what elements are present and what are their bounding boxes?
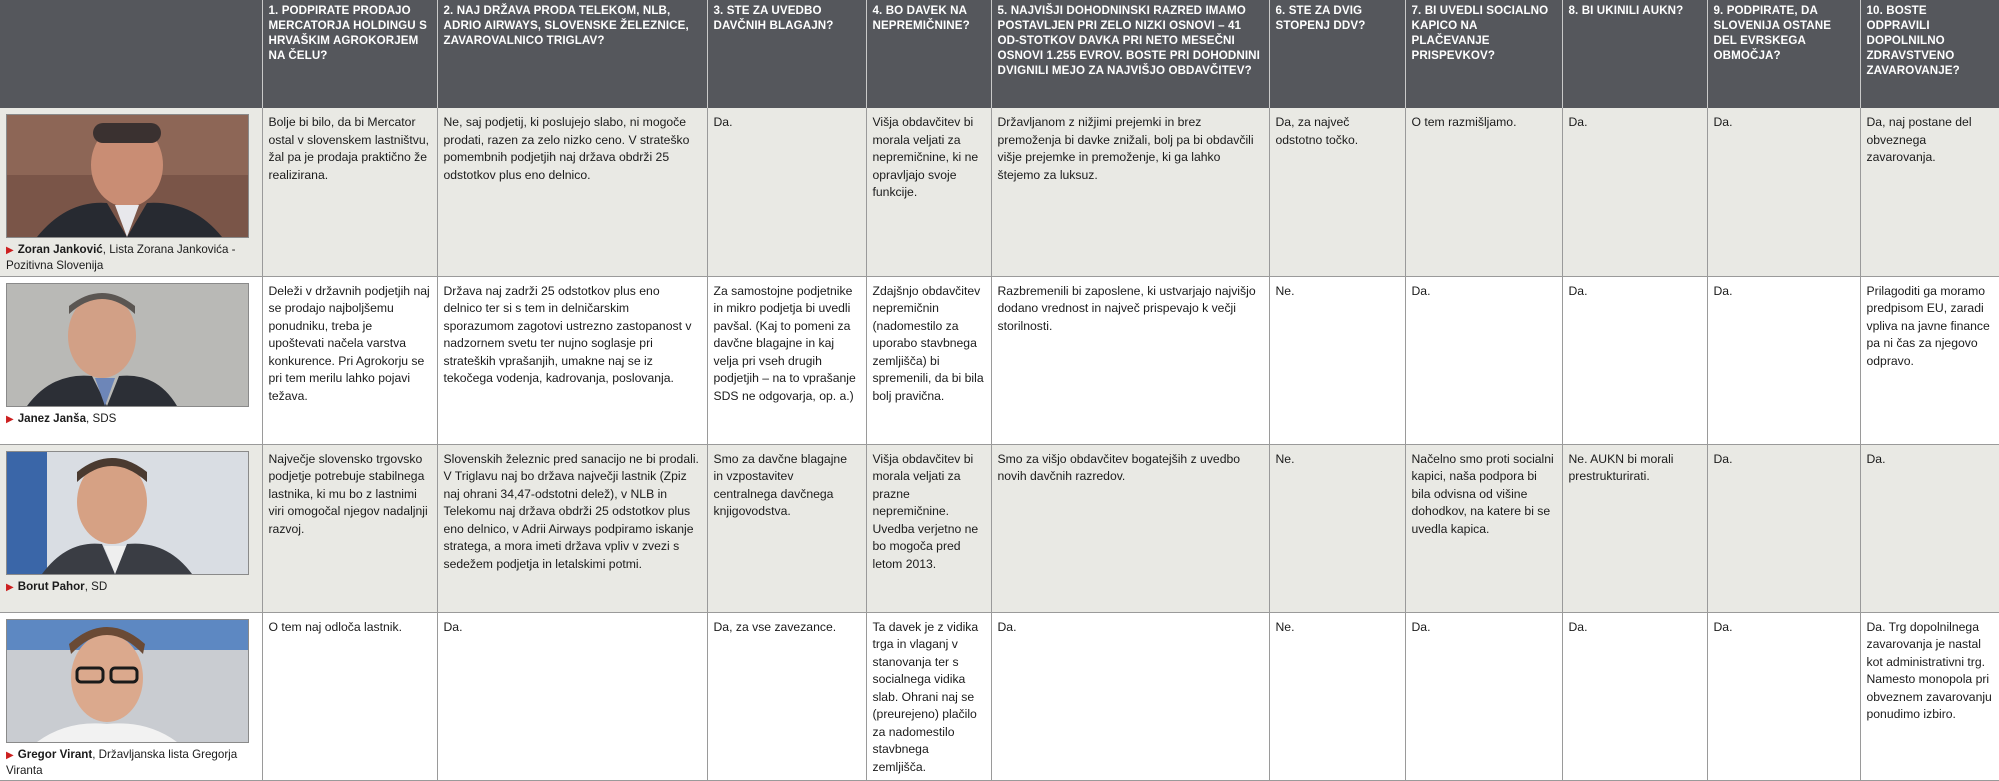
table-row [0, 276, 1999, 444]
person-caption [6, 242, 256, 273]
person-caption [6, 747, 256, 778]
question-4: 4. BO DAVEK NA NEPREMIČNINE? [866, 0, 991, 108]
header-corner [0, 0, 262, 108]
answer-7: Da. [1405, 276, 1562, 444]
answer-4: Višja obdavčitev bi morala veljati za nepremičnine, ki ne opravljajo svoje funkcije. [866, 108, 991, 276]
answer-8: Da. [1562, 276, 1707, 444]
triangle-marker-icon: ▶ [6, 581, 14, 593]
person-name: Gregor Virant [17, 747, 93, 761]
person-name: Zoran Janković [17, 243, 103, 256]
person-party: , Državljanska lista Gregorja Viranta [6, 747, 238, 777]
answer-9: Da. [1707, 276, 1860, 444]
question-8: 8. BI UKINILI AUKN? [1562, 0, 1707, 108]
answer-1: O tem naj odloča lastnik. [262, 612, 437, 780]
answer-4: Ta davek je z vidika trga in vlaganj v stanovanja ter s socialnega vidika slab. Ohrani naj se (preurejeno) plačilo za nadomestilo stavbnega zemljišča. [866, 612, 991, 780]
answer-3: Da. [707, 108, 866, 276]
answer-9: Da. [1707, 612, 1860, 780]
answer-6: Da, za največ odstotno točko. [1269, 108, 1405, 276]
table-row [0, 612, 1999, 780]
person-cell [0, 276, 262, 444]
answer-5: Da. [991, 612, 1269, 780]
portrait-photo [6, 114, 249, 238]
answer-2: Slovenskih železnic pred sanacijo ne bi prodali. V Triglavu naj bo država največji lastnik (Zpiz naj ohrani 34,47-odstotni delež), v NLB in Telekomu naj država obdrži 25 odstotkov plus eno delnico, v Adrii Airways podpiramo iskanje stratega, a mora imeti država vpliv v zvezi s sedežem podjetja in letalskimi potmi. [437, 444, 707, 612]
answer-5: Razbremenili bi zaposlene, ki ustvarjajo najvišjo dodano vrednost in največ prispevajo k večji storilnosti. [991, 276, 1269, 444]
answer-4: Zdajšnjo obdavčitev nepremičnin (nadomestilo za uporabo stavbnega zemljišča) bi spremenili, da bi bila bolj pravična. [866, 276, 991, 444]
answer-3: Za samostojne podjetnike in mikro podjetja bi uvedli pavšal. (Kaj to pomeni za davčne blagajne in kaj velja pri vseh drugih podjetjih – na to vprašanje SDS ne odgovarja, op. a.) [707, 276, 866, 444]
answer-7: Da. [1405, 612, 1562, 780]
answer-2: Država naj zadrži 25 odstotkov plus eno delnico ter si s tem in delničarskim sporazumom zagotovi ustrezno zastopanost v nadzornem svetu ter nujno soglasje pri strateških vprašanjih, umakne naj se iz tekočega vodenja, kadrovanja, poslovanja. [437, 276, 707, 444]
portrait-photo [6, 451, 249, 575]
portrait-photo [6, 283, 249, 407]
person-party: , SDS [86, 411, 117, 425]
answer-3: Smo za davčne blagajne in vzpostavitev centralnega davčnega knjigovodstva. [707, 444, 866, 612]
person-party: , Lista Zorana Jankovića - Pozitivna Slovenija [6, 243, 236, 272]
question-10: 10. BOSTE ODPRAVILI DOPOLNILNO ZDRAVSTVENO ZAVAROVANJE? [1860, 0, 1999, 108]
answer-6: Ne. [1269, 612, 1405, 780]
triangle-marker-icon: ▶ [6, 245, 14, 256]
question-7: 7. BI UVEDLI SOCIALNO KAPICO NA PLAČEVANJE PRISPEVKOV? [1405, 0, 1562, 108]
question-6: 6. STE ZA DVIG STOPENJ DDV? [1269, 0, 1405, 108]
header-row [0, 0, 1999, 108]
answer-10: Da, naj postane del obveznega zavarovanja. [1860, 108, 1999, 276]
answer-8: Da. [1562, 108, 1707, 276]
person-cell [0, 612, 262, 780]
question-2: 2. NAJ DRŽAVA PRODA TELEKOM, NLB, ADRIO AIRWAYS, SLOVENSKE ŽELEZNICE, ZAVAROVALNICO TRIGLAV? [437, 0, 707, 108]
answer-5: Državljanom z nižjimi prejemki in brez premoženja bi davke znižali, bolj pa bi obdavčili višje prejemke in premoženje, ki ga lahko štejemo za luksuz. [991, 108, 1269, 276]
question-1: 1. PODPIRATE PRODAJO MERCATORJA HOLDINGU S HRVAŠKIM AGROKORJEM NA ČELU? [262, 0, 437, 108]
answer-1: Bolje bi bilo, da bi Mercator ostal v slovenskem lastništvu, žal pa je prodaja praktično že realizirana. [262, 108, 437, 276]
answer-3: Da, za vse zavezance. [707, 612, 866, 780]
answer-9: Da. [1707, 444, 1860, 612]
person-caption [6, 579, 256, 595]
answer-7: Načelno smo proti socialni kapici, naša podpora bi bila odvisna od višine dohodkov, na katere bi se uvedla kapica. [1405, 444, 1562, 612]
answer-2: Da. [437, 612, 707, 780]
question-5: 5. NAJVIŠJI DOHODNINSKI RAZRED IMAMO POSTAVLJEN PRI ZELO NIZKI OSNOVI – 41 OD-STOTKOV DAVKA PRI NETO MESEČNI OSNOVI 1.255 EVROV. BOSTE PRI DOHODNINI DVIGNILI MEJO ZA NAJVIŠJO OBDAVČITEV? [991, 0, 1269, 108]
question-3: 3. STE ZA UVEDBO DAVČNIH BLAGAJN? [707, 0, 866, 108]
answer-7: O tem razmišljamo. [1405, 108, 1562, 276]
triangle-marker-icon: ▶ [6, 749, 14, 761]
answer-2: Ne, saj podjetij, ki poslujejo slabo, ni mogoče prodati, razen za zelo nizko ceno. V strateško pomembnih podjetjih naj država obdrži 25 odstotkov plus eno delnico. [437, 108, 707, 276]
person-name: Janez Janša [17, 411, 87, 425]
answer-8: Ne. AUKN bi morali prestrukturirati. [1562, 444, 1707, 612]
question-9: 9. PODPIRATE, DA SLOVENIJA OSTANE DEL EVRSKEGA OBMOČJA? [1707, 0, 1860, 108]
answer-4: Višja obdavčitev bi morala veljati za prazne nepremičnine. Uvedba verjetno ne bo mogoča pred letom 2013. [866, 444, 991, 612]
answer-10: Da. [1860, 444, 1999, 612]
answer-6: Ne. [1269, 276, 1405, 444]
table-row [0, 108, 1999, 276]
person-cell [0, 108, 262, 276]
person-name: Borut Pahor [17, 579, 85, 593]
answer-5: Smo za višjo obdavčitev bogatejših z uvedbo novih davčnih razredov. [991, 444, 1269, 612]
person-cell [0, 444, 262, 612]
triangle-marker-icon: ▶ [6, 413, 14, 425]
person-caption [6, 411, 256, 427]
answer-1: Deleži v državnih podjetjih naj se prodajo najboljšemu ponudniku, treba je upoštevati načela varstva konkurence. Pri Agrokorju se pri tem merilu lahko pojavi težava. [262, 276, 437, 444]
answer-8: Da. [1562, 612, 1707, 780]
table-row [0, 444, 1999, 612]
portrait-photo [6, 619, 249, 743]
answer-1: Največje slovensko trgovsko podjetje potrebuje stabilnega lastnika, ki mu bo z lastnimi viri omogočal njegov nadaljnji razvoj. [262, 444, 437, 612]
answer-9: Da. [1707, 108, 1860, 276]
answer-10: Prilagoditi ga moramo predpisom EU, zaradi vpliva na javne finance pa ni čas za njegovo odpravo. [1860, 276, 1999, 444]
person-party: , SD [84, 579, 108, 593]
answer-10: Da. Trg dopolnilnega zavarovanja je nastal kot administrativni trg. Namesto monopola pri obveznem zavarovanju ponudimo izbiro. [1860, 612, 1999, 780]
answer-6: Ne. [1269, 444, 1405, 612]
